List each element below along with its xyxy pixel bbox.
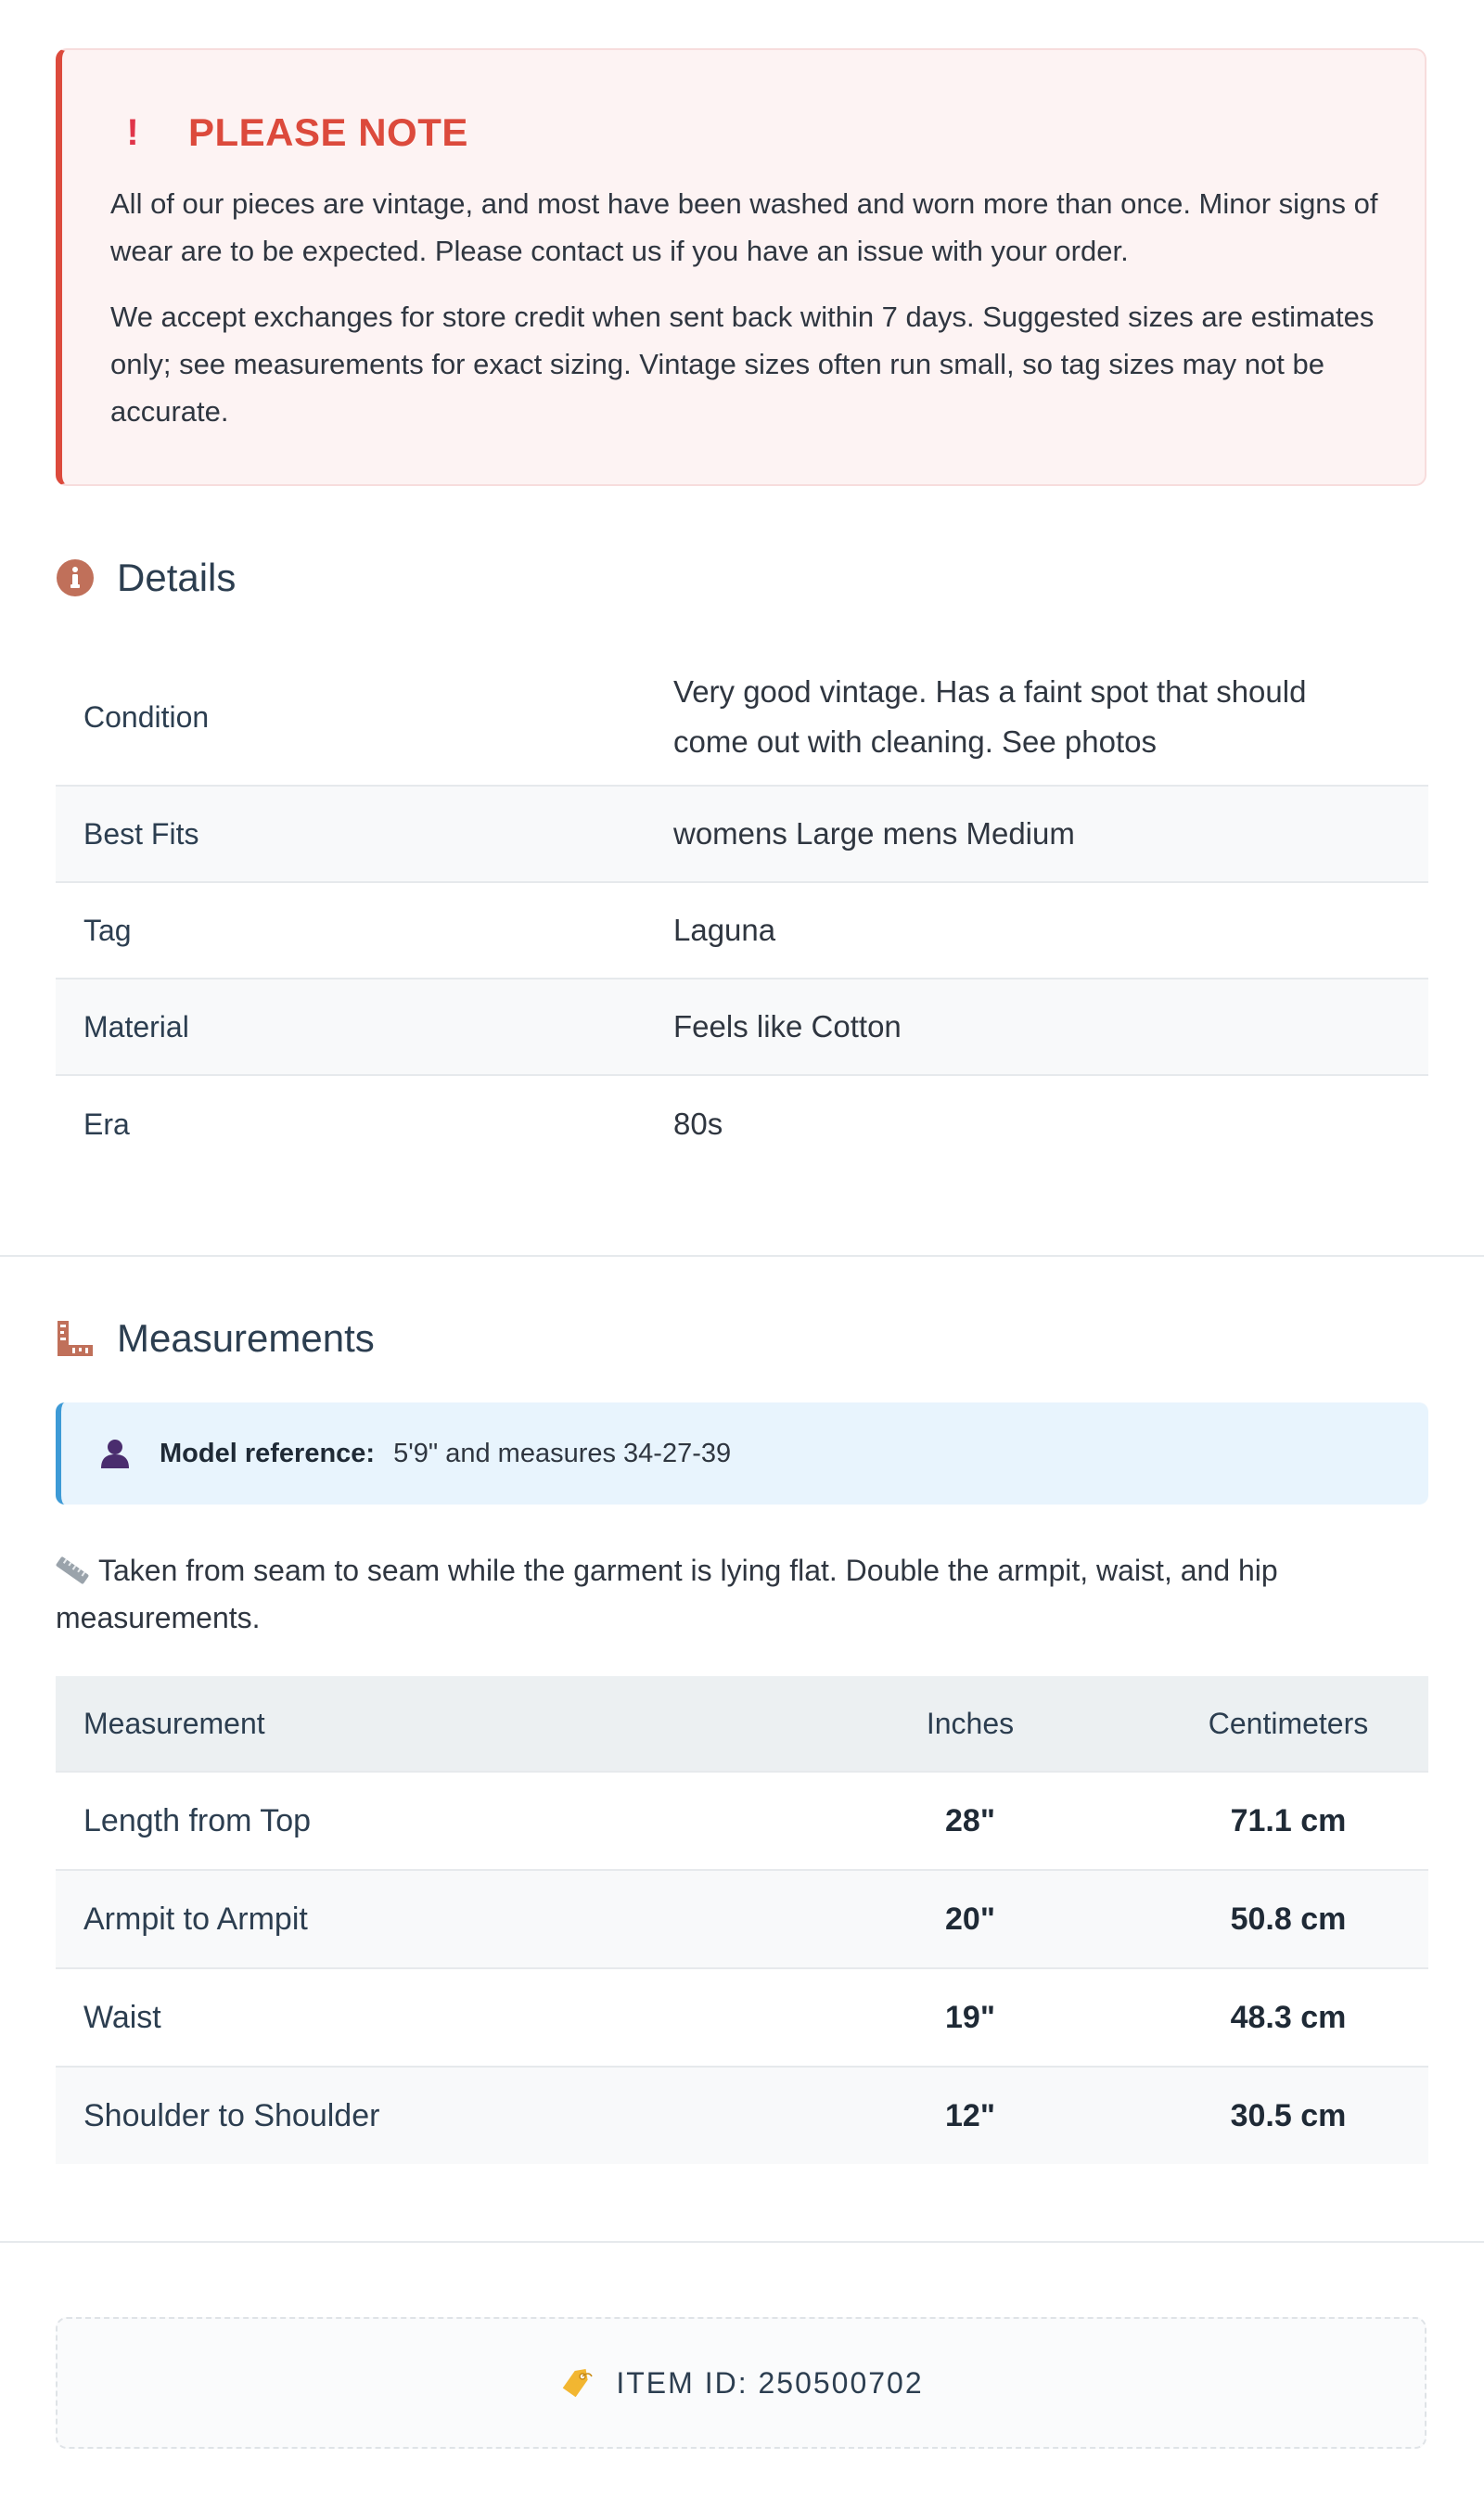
tag-icon (558, 2365, 594, 2401)
please-note-alert (56, 48, 1426, 486)
table-row (56, 1076, 1428, 1172)
row-value: womens Large mens Medium (673, 816, 1075, 851)
table-row (56, 1871, 1428, 1969)
section-title: Details (117, 556, 237, 599)
measurement-inches: 28" (945, 1802, 995, 1838)
model-reference-box (56, 1402, 1428, 1505)
alert-title: PLEASE NOTE (188, 110, 468, 154)
row-label: Era (83, 1107, 130, 1141)
row-label: Best Fits (83, 816, 199, 851)
person-icon (98, 1437, 132, 1470)
measurement-cm: 30.5 cm (1230, 2097, 1347, 2133)
ruler-icon (56, 1319, 95, 1358)
table-row (56, 883, 1428, 980)
table-row (56, 649, 1428, 787)
row-value: Laguna (673, 913, 776, 947)
row-value: Feels like Cotton (673, 1009, 902, 1044)
measurement-name: Waist (83, 1999, 161, 2035)
section-divider (0, 1255, 1484, 1257)
measurement-inches: 20" (945, 1901, 995, 1937)
measurement-name: Shoulder to Shoulder (83, 2097, 380, 2133)
details-table (56, 649, 1428, 1172)
measurement-inches: 19" (945, 1999, 995, 2035)
model-reference-value: 5'9" and measures 34-27-39 (393, 1438, 732, 1468)
section-divider (0, 2241, 1484, 2243)
measurements-heading (56, 1316, 375, 1361)
item-id-box (56, 2317, 1426, 2449)
measurement-name: Armpit to Armpit (83, 1901, 308, 1937)
alert-paragraph: All of our pieces are vintage, and most have been washed and worn more than once. Minor signs of wear are to be expected. Please contact us if you have an issue with your order. (110, 187, 1378, 267)
column-header: Measurement (83, 1706, 265, 1740)
alert-header (110, 106, 1378, 160)
table-row (56, 1969, 1428, 2068)
table-header-row (56, 1676, 1428, 1773)
model-reference-label: Model reference: (160, 1438, 376, 1468)
row-label: Material (83, 1009, 189, 1044)
row-value: Very good vintage. Has a faint spot that should come out with cleaning. See photos (673, 674, 1307, 759)
row-label: Condition (83, 699, 210, 734)
alert-paragraph: We accept exchanges for store credit when sent back within 7 days. Suggested sizes are estimates only; see measurements for exact sizing. Vintage sizes often run small, so tag sizes may not be accurate. (110, 301, 1375, 428)
column-header: Inches (926, 1706, 1015, 1740)
row-label: Tag (83, 913, 132, 947)
measurement-name: Length from Top (83, 1802, 312, 1838)
measurement-cm: 50.8 cm (1230, 1901, 1347, 1937)
measurement-cm: 71.1 cm (1230, 1802, 1347, 1838)
table-row (56, 787, 1428, 883)
info-circle-icon (56, 558, 95, 597)
details-heading (56, 556, 236, 600)
table-row (56, 2068, 1428, 2164)
measurement-inches: 12" (945, 2097, 995, 2133)
measurements-table (56, 1676, 1428, 2164)
ruler-icon (56, 1556, 89, 1584)
table-row (56, 1773, 1428, 1871)
measurement-note-text: Taken from seam to seam while the garment is lying flat. Double the armpit, waist, and hip measurements. (56, 1554, 1278, 1634)
measurement-note (56, 1547, 1373, 1642)
section-title: Measurements (117, 1316, 375, 1360)
exclamation-icon: ! (126, 112, 139, 153)
column-header: Centimeters (1208, 1706, 1369, 1740)
table-row (56, 980, 1428, 1076)
row-value: 80s (673, 1107, 723, 1141)
item-id-text: ITEM ID: 250500702 (616, 2365, 924, 2400)
measurement-cm: 48.3 cm (1230, 1999, 1347, 2035)
